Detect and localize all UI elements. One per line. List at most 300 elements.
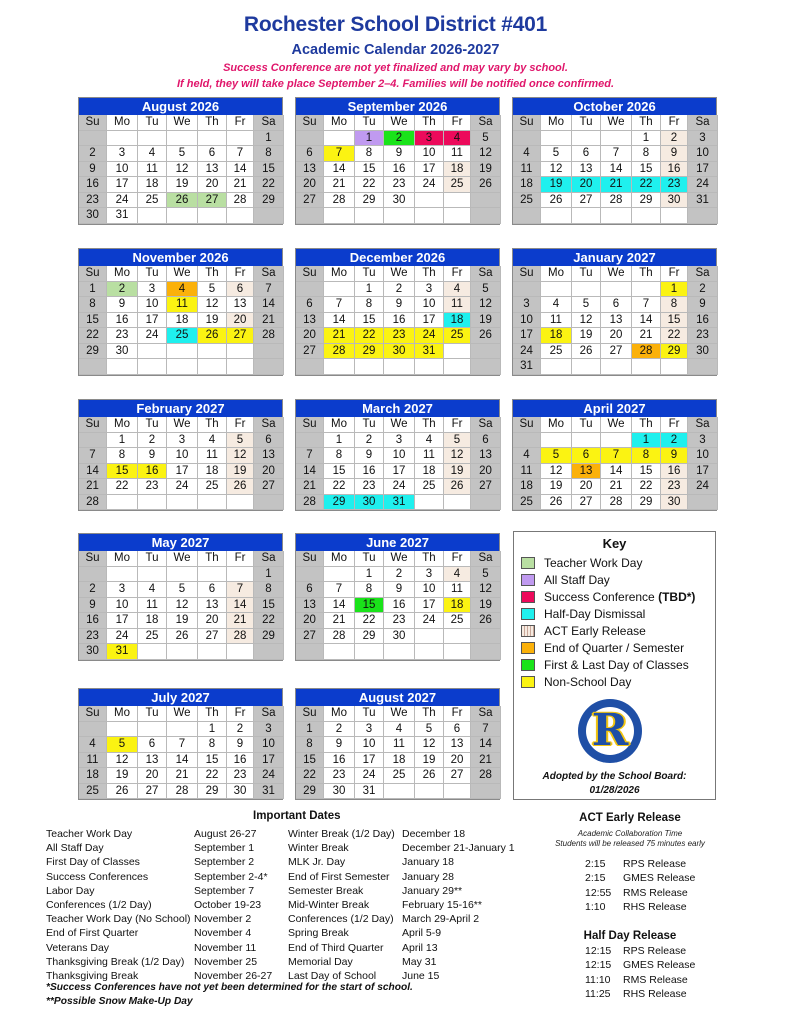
day-cell: 29 bbox=[296, 784, 324, 800]
day-cell: 24 bbox=[415, 613, 444, 629]
weekday-header: Mo bbox=[107, 551, 138, 567]
day-cell: 14 bbox=[227, 598, 254, 614]
day-cell: 25 bbox=[513, 495, 541, 511]
day-cell: 30 bbox=[324, 784, 355, 800]
day-cell: 16 bbox=[107, 313, 138, 329]
day-cell: 15 bbox=[198, 753, 227, 769]
empty-cell bbox=[384, 359, 415, 375]
day-cell: 25 bbox=[138, 629, 167, 645]
day-cell: 23 bbox=[688, 328, 718, 344]
weekday-header: Mo bbox=[107, 266, 138, 282]
day-cell: 26 bbox=[471, 328, 501, 344]
empty-cell bbox=[296, 131, 324, 147]
empty-cell bbox=[138, 208, 167, 224]
day-cell: 23 bbox=[355, 479, 384, 495]
day-cell: 18 bbox=[79, 768, 107, 784]
important-date-event: Semester Break bbox=[288, 884, 364, 897]
day-cell: 1 bbox=[254, 131, 284, 147]
day-cell: 15 bbox=[79, 313, 107, 329]
day-cell: 26 bbox=[471, 613, 501, 629]
day-cell: 1 bbox=[79, 282, 107, 298]
day-cell: 4 bbox=[138, 146, 167, 162]
release-time: 12:15 bbox=[585, 945, 612, 957]
day-cell: 28 bbox=[167, 784, 198, 800]
key-item-success-conference: Success Conference (TBD*) bbox=[521, 589, 695, 605]
day-cell: 18 bbox=[444, 598, 471, 614]
day-cell: 7 bbox=[254, 282, 284, 298]
weekday-header: Su bbox=[296, 115, 324, 131]
day-cell: 7 bbox=[296, 448, 324, 464]
day-cell: 9 bbox=[384, 146, 415, 162]
day-cell: 31 bbox=[384, 495, 415, 511]
weekday-header: We bbox=[167, 706, 198, 722]
important-date-event: Thanksgiving Break (1/2 Day) bbox=[46, 955, 185, 968]
important-date-event: MLK Jr. Day bbox=[288, 856, 346, 869]
empty-cell bbox=[572, 433, 601, 449]
empty-cell bbox=[198, 359, 227, 375]
empty-cell bbox=[601, 131, 632, 147]
day-cell: 19 bbox=[471, 162, 501, 178]
weekday-header: Su bbox=[79, 115, 107, 131]
day-cell: 6 bbox=[227, 282, 254, 298]
day-cell: 24 bbox=[107, 629, 138, 645]
day-cell: 22 bbox=[296, 768, 324, 784]
district-title: Rochester School District #401 bbox=[243, 13, 548, 36]
important-date-value: January 18 bbox=[402, 856, 454, 869]
weekday-header: Fr bbox=[227, 706, 254, 722]
weekday-header: Fr bbox=[444, 551, 471, 567]
weekday-header: We bbox=[601, 417, 632, 433]
day-cell: 21 bbox=[632, 328, 661, 344]
day-cell: 9 bbox=[324, 737, 355, 753]
empty-cell bbox=[513, 131, 541, 147]
day-cell: 31 bbox=[254, 784, 284, 800]
empty-cell bbox=[79, 567, 107, 583]
day-cell: 8 bbox=[107, 448, 138, 464]
empty-cell bbox=[296, 359, 324, 375]
empty-cell bbox=[541, 208, 572, 224]
day-cell: 5 bbox=[541, 448, 572, 464]
empty-cell bbox=[79, 131, 107, 147]
empty-cell bbox=[688, 495, 718, 511]
day-cell: 24 bbox=[384, 479, 415, 495]
important-date-value: September 1 bbox=[194, 842, 255, 855]
day-cell: 25 bbox=[138, 193, 167, 209]
empty-cell bbox=[227, 644, 254, 660]
day-cell: 17 bbox=[107, 177, 138, 193]
empty-cell bbox=[107, 495, 138, 511]
release-school: RPS Release bbox=[623, 858, 687, 870]
day-cell: 31 bbox=[513, 359, 541, 375]
weekday-header: Th bbox=[198, 417, 227, 433]
day-cell: 20 bbox=[601, 328, 632, 344]
weekday-header: Su bbox=[79, 551, 107, 567]
day-cell: 21 bbox=[601, 177, 632, 193]
empty-cell bbox=[471, 344, 501, 360]
empty-cell bbox=[254, 344, 284, 360]
day-cell: 26 bbox=[541, 495, 572, 511]
day-cell: 26 bbox=[572, 344, 601, 360]
day-cell: 7 bbox=[227, 582, 254, 598]
key-item-end-of-quarter: End of Quarter / Semester bbox=[521, 640, 684, 656]
day-cell: 14 bbox=[601, 162, 632, 178]
weekday-header: Sa bbox=[471, 706, 501, 722]
day-cell: 7 bbox=[471, 722, 501, 738]
empty-cell bbox=[471, 629, 501, 645]
day-cell: 28 bbox=[324, 193, 355, 209]
month-calendar-september-2026 bbox=[295, 97, 500, 225]
day-cell: 13 bbox=[138, 753, 167, 769]
day-cell: 21 bbox=[227, 613, 254, 629]
half-day-dismissal-swatch-icon bbox=[521, 608, 535, 620]
day-cell: 10 bbox=[415, 146, 444, 162]
day-cell: 12 bbox=[107, 753, 138, 769]
day-cell: 29 bbox=[254, 629, 284, 645]
day-cell: 14 bbox=[227, 162, 254, 178]
day-cell: 15 bbox=[632, 464, 661, 480]
day-cell: 8 bbox=[198, 737, 227, 753]
weekday-header: Th bbox=[198, 551, 227, 567]
day-cell: 10 bbox=[384, 448, 415, 464]
important-date-event: Last Day of School bbox=[288, 970, 377, 982]
empty-cell bbox=[444, 193, 471, 209]
day-cell: 5 bbox=[471, 282, 501, 298]
day-cell: 20 bbox=[227, 313, 254, 329]
important-date-value: November 25 bbox=[194, 955, 258, 968]
day-cell: 17 bbox=[688, 162, 718, 178]
day-cell: 28 bbox=[471, 768, 501, 784]
day-cell: 30 bbox=[107, 344, 138, 360]
empty-cell bbox=[572, 208, 601, 224]
calendar-subtitle: Academic Calendar 2026-2027 bbox=[291, 42, 500, 58]
empty-cell bbox=[444, 644, 471, 660]
weekday-header: Mo bbox=[324, 417, 355, 433]
weekday-header: Fr bbox=[444, 417, 471, 433]
day-cell: 12 bbox=[198, 297, 227, 313]
day-cell: 17 bbox=[167, 464, 198, 480]
weekday-header: Th bbox=[632, 115, 661, 131]
weekday-header: Fr bbox=[227, 266, 254, 282]
day-cell: 14 bbox=[254, 297, 284, 313]
day-cell: 25 bbox=[198, 479, 227, 495]
empty-cell bbox=[107, 567, 138, 583]
day-cell: 5 bbox=[471, 131, 501, 147]
empty-cell bbox=[227, 208, 254, 224]
empty-cell bbox=[79, 359, 107, 375]
day-cell: 2 bbox=[384, 567, 415, 583]
day-cell: 10 bbox=[254, 737, 284, 753]
day-cell: 6 bbox=[296, 146, 324, 162]
weekday-header: We bbox=[384, 551, 415, 567]
key-item-first-last-day: First & Last Day of Classes bbox=[521, 657, 689, 673]
weekday-header: Sa bbox=[471, 266, 501, 282]
empty-cell bbox=[471, 784, 501, 800]
day-cell: 16 bbox=[355, 464, 384, 480]
month-title: October 2026 bbox=[513, 98, 716, 115]
day-cell: 20 bbox=[444, 753, 471, 769]
day-cell: 28 bbox=[79, 495, 107, 511]
empty-cell bbox=[415, 629, 444, 645]
day-cell: 8 bbox=[632, 448, 661, 464]
weekday-header: Th bbox=[415, 417, 444, 433]
empty-cell bbox=[167, 495, 198, 511]
weekday-header: Sa bbox=[471, 115, 501, 131]
day-cell: 13 bbox=[572, 162, 601, 178]
weekday-header: We bbox=[384, 417, 415, 433]
day-cell: 8 bbox=[296, 737, 324, 753]
day-cell: 12 bbox=[227, 448, 254, 464]
release-time: 11:25 bbox=[585, 987, 611, 1000]
empty-cell bbox=[324, 644, 355, 660]
important-date-value: November 4 bbox=[194, 927, 252, 940]
day-cell: 13 bbox=[296, 162, 324, 178]
weekday-header: Fr bbox=[661, 115, 688, 131]
empty-cell bbox=[198, 208, 227, 224]
day-cell: 20 bbox=[572, 479, 601, 495]
day-cell: 29 bbox=[324, 495, 355, 511]
day-cell: 18 bbox=[138, 177, 167, 193]
day-cell: 5 bbox=[415, 722, 444, 738]
day-cell: 3 bbox=[415, 282, 444, 298]
empty-cell bbox=[167, 359, 198, 375]
day-cell: 22 bbox=[661, 328, 688, 344]
month-calendar-january-2027 bbox=[512, 248, 717, 376]
day-cell: 31 bbox=[415, 344, 444, 360]
day-cell: 18 bbox=[513, 177, 541, 193]
day-cell: 13 bbox=[296, 598, 324, 614]
day-cell: 13 bbox=[444, 737, 471, 753]
day-cell: 2 bbox=[661, 433, 688, 449]
first-last-day-swatch-icon bbox=[521, 659, 535, 671]
day-cell: 4 bbox=[513, 146, 541, 162]
day-cell: 2 bbox=[661, 131, 688, 147]
weekday-header: Su bbox=[79, 706, 107, 722]
weekday-header: Su bbox=[513, 115, 541, 131]
day-cell: 11 bbox=[444, 582, 471, 598]
day-cell: 29 bbox=[632, 193, 661, 209]
weekday-header: Tu bbox=[355, 115, 384, 131]
day-cell: 28 bbox=[254, 328, 284, 344]
month-title: August 2027 bbox=[296, 689, 499, 706]
teacher-work-day-swatch-icon bbox=[521, 557, 535, 569]
day-cell: 15 bbox=[254, 162, 284, 178]
empty-cell bbox=[541, 433, 572, 449]
important-date-event: End of First Semester bbox=[288, 870, 390, 883]
weekday-header: We bbox=[167, 551, 198, 567]
day-cell: 20 bbox=[296, 328, 324, 344]
day-cell: 24 bbox=[167, 479, 198, 495]
month-calendar-october-2026 bbox=[512, 97, 717, 225]
weekday-header: Fr bbox=[227, 417, 254, 433]
month-title: August 2026 bbox=[79, 98, 282, 115]
day-cell: 22 bbox=[355, 613, 384, 629]
day-cell: 25 bbox=[444, 613, 471, 629]
weekday-header: Tu bbox=[355, 551, 384, 567]
weekday-header: Th bbox=[632, 266, 661, 282]
weekday-header: Tu bbox=[572, 115, 601, 131]
important-date-value: September 2-4* bbox=[194, 870, 268, 883]
day-cell: 18 bbox=[198, 464, 227, 480]
day-cell: 11 bbox=[513, 464, 541, 480]
day-cell: 5 bbox=[572, 297, 601, 313]
day-cell: 20 bbox=[296, 177, 324, 193]
day-cell: 24 bbox=[688, 479, 718, 495]
day-cell: 22 bbox=[79, 328, 107, 344]
day-cell: 9 bbox=[355, 448, 384, 464]
day-cell: 17 bbox=[107, 613, 138, 629]
weekday-header: Fr bbox=[444, 706, 471, 722]
release-school: RPS Release bbox=[623, 945, 687, 957]
day-cell: 25 bbox=[444, 328, 471, 344]
empty-cell bbox=[254, 359, 284, 375]
day-cell: 17 bbox=[415, 162, 444, 178]
day-cell: 13 bbox=[572, 464, 601, 480]
empty-cell bbox=[513, 433, 541, 449]
day-cell: 3 bbox=[688, 433, 718, 449]
day-cell: 13 bbox=[227, 297, 254, 313]
important-date-event: First Day of Classes bbox=[46, 856, 140, 869]
day-cell: 23 bbox=[138, 479, 167, 495]
empty-cell bbox=[138, 644, 167, 660]
day-cell: 15 bbox=[107, 464, 138, 480]
weekday-header: Sa bbox=[254, 266, 284, 282]
day-cell: 8 bbox=[661, 297, 688, 313]
day-cell: 27 bbox=[444, 768, 471, 784]
day-cell: 30 bbox=[384, 629, 415, 645]
release-time: 12:55 bbox=[585, 886, 612, 899]
day-cell: 3 bbox=[107, 146, 138, 162]
day-cell: 15 bbox=[355, 313, 384, 329]
weekday-header: Th bbox=[198, 115, 227, 131]
day-cell: 9 bbox=[227, 737, 254, 753]
day-cell: 9 bbox=[384, 582, 415, 598]
day-cell: 4 bbox=[79, 737, 107, 753]
empty-cell bbox=[601, 433, 632, 449]
day-cell: 5 bbox=[541, 146, 572, 162]
calendar-key bbox=[513, 531, 716, 800]
release-school: GMES Release bbox=[623, 959, 696, 972]
empty-cell bbox=[444, 629, 471, 645]
day-cell: 15 bbox=[296, 753, 324, 769]
day-cell: 4 bbox=[415, 433, 444, 449]
day-cell: 19 bbox=[198, 313, 227, 329]
day-cell: 2 bbox=[107, 282, 138, 298]
day-cell: 8 bbox=[355, 146, 384, 162]
empty-cell bbox=[444, 784, 471, 800]
empty-cell bbox=[601, 208, 632, 224]
release-time: 2:15 bbox=[585, 858, 606, 870]
empty-cell bbox=[572, 359, 601, 375]
weekday-header: Su bbox=[296, 266, 324, 282]
important-date-value: May 31 bbox=[402, 955, 437, 968]
day-cell: 16 bbox=[324, 753, 355, 769]
day-cell: 31 bbox=[688, 193, 718, 209]
weekday-header: Mo bbox=[107, 417, 138, 433]
day-cell: 7 bbox=[324, 297, 355, 313]
day-cell: 5 bbox=[471, 567, 501, 583]
empty-cell bbox=[601, 282, 632, 298]
weekday-header: Sa bbox=[254, 551, 284, 567]
weekday-header: Th bbox=[198, 266, 227, 282]
day-cell: 10 bbox=[688, 146, 718, 162]
empty-cell bbox=[138, 131, 167, 147]
day-cell: 28 bbox=[324, 344, 355, 360]
day-cell: 14 bbox=[471, 737, 501, 753]
important-date-event: End of Third Quarter bbox=[288, 941, 384, 954]
important-date-value: November 26-27 bbox=[194, 970, 273, 982]
day-cell: 7 bbox=[167, 737, 198, 753]
important-date-event: Mid-Winter Break bbox=[288, 899, 370, 911]
month-title: June 2027 bbox=[296, 534, 499, 551]
day-cell: 12 bbox=[471, 146, 501, 162]
empty-cell bbox=[167, 722, 198, 738]
important-date-value: August 26-27 bbox=[194, 828, 257, 840]
empty-cell bbox=[79, 722, 107, 738]
day-cell: 1 bbox=[355, 567, 384, 583]
day-cell: 18 bbox=[384, 753, 415, 769]
day-cell: 29 bbox=[355, 629, 384, 645]
day-cell: 9 bbox=[79, 162, 107, 178]
weekday-header: Mo bbox=[107, 706, 138, 722]
weekday-header: Su bbox=[296, 551, 324, 567]
day-cell: 31 bbox=[107, 208, 138, 224]
day-cell: 2 bbox=[688, 282, 718, 298]
empty-cell bbox=[324, 359, 355, 375]
key-item-all-staff-day: All Staff Day bbox=[521, 572, 610, 588]
weekday-header: We bbox=[167, 266, 198, 282]
important-date-value: September 7 bbox=[194, 884, 255, 897]
day-cell: 5 bbox=[167, 582, 198, 598]
day-cell: 19 bbox=[167, 177, 198, 193]
day-cell: 31 bbox=[355, 784, 384, 800]
day-cell: 17 bbox=[138, 313, 167, 329]
day-cell: 28 bbox=[601, 495, 632, 511]
day-cell: 18 bbox=[444, 162, 471, 178]
day-cell: 27 bbox=[296, 193, 324, 209]
weekday-header: We bbox=[601, 266, 632, 282]
day-cell: 4 bbox=[541, 297, 572, 313]
weekday-header: Tu bbox=[138, 417, 167, 433]
day-cell: 12 bbox=[167, 598, 198, 614]
weekday-header: Th bbox=[198, 706, 227, 722]
month-title: November 2026 bbox=[79, 249, 282, 266]
month-title: September 2026 bbox=[296, 98, 499, 115]
month-calendar-november-2026 bbox=[78, 248, 283, 376]
day-cell: 27 bbox=[198, 193, 227, 209]
weekday-header: Fr bbox=[444, 266, 471, 282]
empty-cell bbox=[471, 495, 501, 511]
empty-cell bbox=[661, 208, 688, 224]
day-cell: 3 bbox=[107, 582, 138, 598]
key-title: Key bbox=[602, 536, 627, 551]
day-cell: 28 bbox=[324, 629, 355, 645]
day-cell: 27 bbox=[572, 495, 601, 511]
day-cell: 10 bbox=[107, 598, 138, 614]
empty-cell bbox=[296, 644, 324, 660]
day-cell: 18 bbox=[444, 313, 471, 329]
day-cell: 1 bbox=[661, 282, 688, 298]
weekday-header: Sa bbox=[254, 706, 284, 722]
day-cell: 24 bbox=[415, 328, 444, 344]
day-cell: 28 bbox=[296, 495, 324, 511]
weekday-header: We bbox=[384, 706, 415, 722]
day-cell: 26 bbox=[541, 193, 572, 209]
month-title: March 2027 bbox=[296, 400, 499, 417]
day-cell: 27 bbox=[138, 784, 167, 800]
important-date-event: Winter Break (1/2 Day) bbox=[288, 828, 395, 840]
day-cell: 10 bbox=[415, 582, 444, 598]
weekday-header: Su bbox=[513, 266, 541, 282]
